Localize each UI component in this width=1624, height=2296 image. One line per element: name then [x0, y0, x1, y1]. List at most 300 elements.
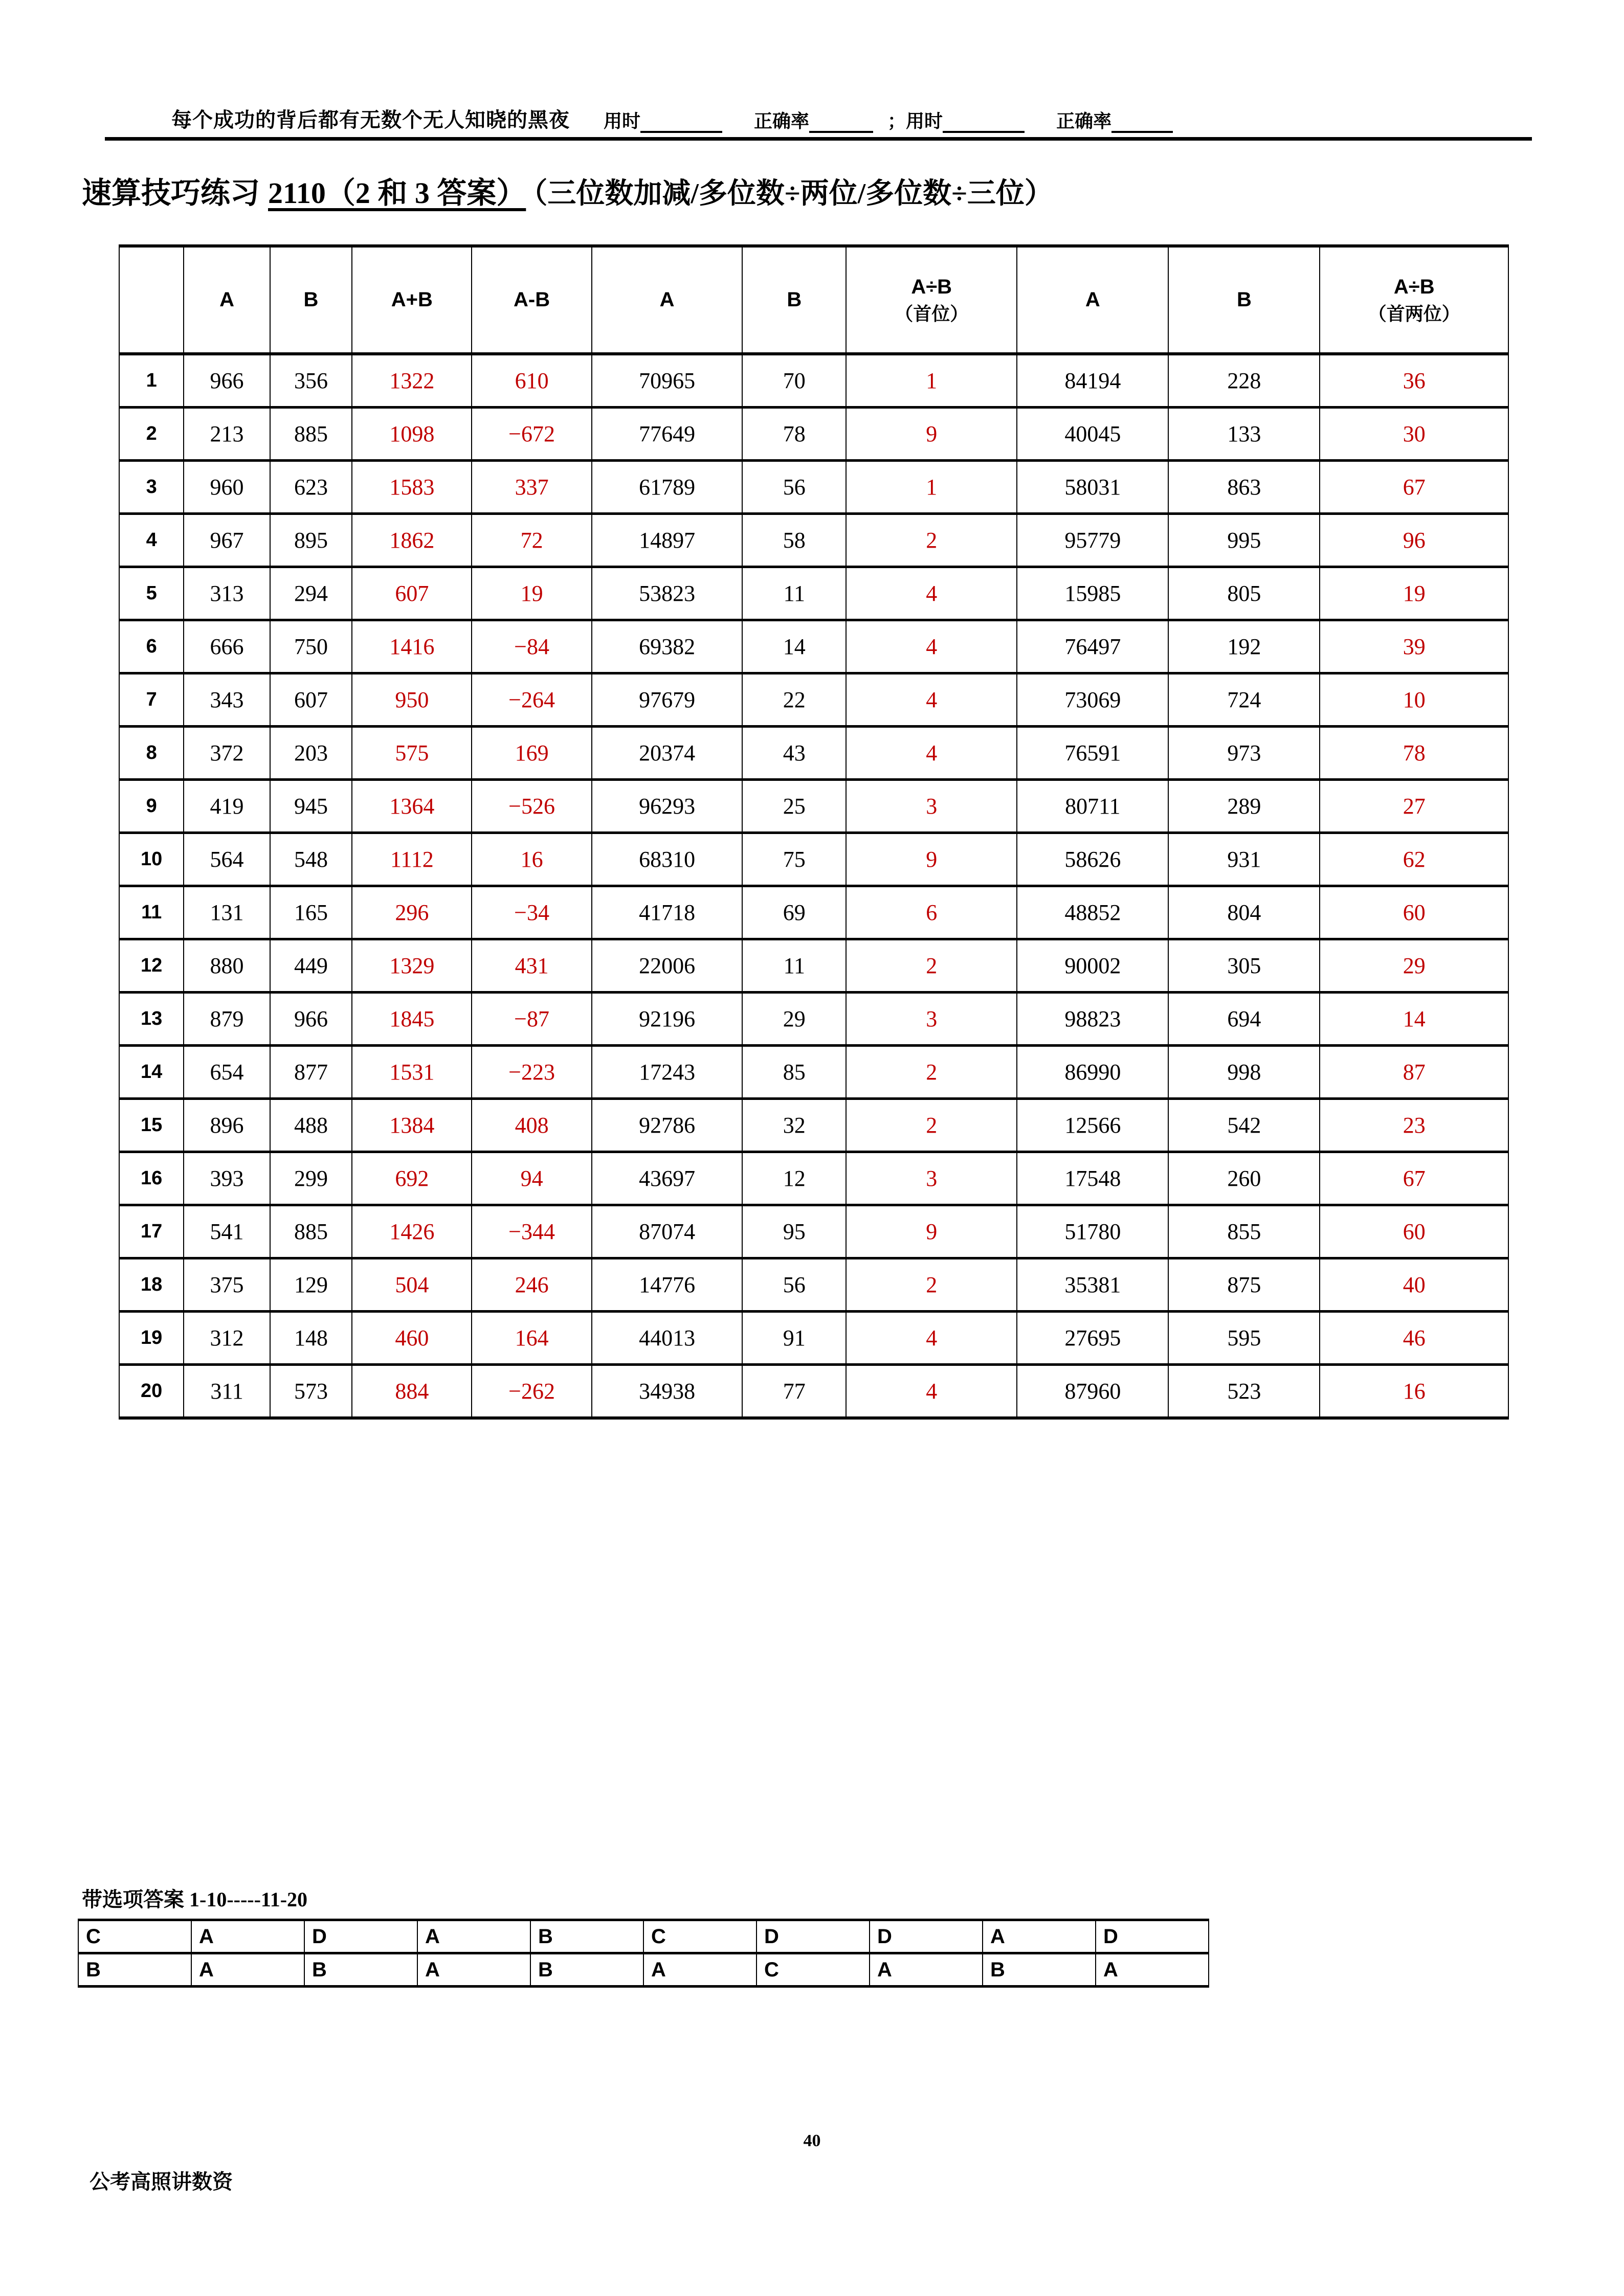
option-answer-cell: A: [1096, 1953, 1209, 1987]
table-row: [119, 1365, 1508, 1419]
cell-add-b: 449: [270, 939, 352, 993]
cell-diff-answer: 337: [472, 461, 591, 514]
header-index: [119, 246, 184, 354]
cell-quotient-first-answer: 4: [846, 673, 1017, 727]
row-index: 20: [119, 1365, 184, 1419]
cell-sum-answer: 1583: [352, 461, 472, 514]
cell-quotient-first-two-answer: 36: [1320, 354, 1508, 408]
cell-div2-a: 43697: [592, 1152, 743, 1205]
option-answer-cell: A: [417, 1920, 530, 1953]
cell-div2-a: 53823: [592, 567, 743, 620]
cell-add-a: 393: [184, 1152, 270, 1205]
cell-div2-a: 14897: [592, 514, 743, 567]
time-label-1: 用时: [604, 111, 641, 131]
cell-div3-a: 76497: [1017, 620, 1168, 673]
cell-quotient-first-two-answer: 27: [1320, 780, 1508, 833]
option-answer-cell: A: [983, 1920, 1096, 1953]
cell-div3-a: 86990: [1017, 1046, 1168, 1099]
cell-sum-answer: 1364: [352, 780, 472, 833]
accuracy-field-2: [1056, 107, 1173, 133]
cell-sum-answer: 1384: [352, 1099, 472, 1152]
table-row: [119, 354, 1508, 408]
cell-div2-b: 58: [742, 514, 846, 567]
cell-quotient-first-answer: 1: [846, 354, 1017, 408]
cell-div3-a: 98823: [1017, 993, 1168, 1046]
table-row: [119, 727, 1508, 780]
practice-table: [119, 244, 1509, 1420]
option-answer-cell: A: [870, 1953, 983, 1987]
cell-div2-b: 56: [742, 461, 846, 514]
cell-quotient-first-answer: 6: [846, 886, 1017, 939]
cell-quotient-first-answer: 4: [846, 1365, 1017, 1419]
cell-div2-b: 78: [742, 408, 846, 461]
cell-add-b: 945: [270, 780, 352, 833]
cell-diff-answer: 169: [472, 727, 591, 780]
cell-sum-answer: 1322: [352, 354, 472, 408]
header-diff: [472, 246, 591, 354]
cell-add-b: 488: [270, 1099, 352, 1152]
cell-diff-answer: 164: [472, 1312, 591, 1365]
cell-quotient-first-two-answer: 23: [1320, 1099, 1508, 1152]
motto-text: 每个成功的背后都有无数个无人知晓的黑夜: [171, 108, 570, 131]
header-div3-b-label: B: [1236, 288, 1252, 311]
practice-table-body: [119, 354, 1508, 1418]
row-index: 19: [119, 1312, 184, 1365]
cell-div3-b: 694: [1168, 993, 1320, 1046]
table-row: [119, 1312, 1508, 1365]
cell-sum-answer: 1531: [352, 1046, 472, 1099]
cell-div3-a: 84194: [1017, 354, 1168, 408]
time-blank-2: [943, 116, 1025, 133]
cell-div2-b: 32: [742, 1099, 846, 1152]
cell-add-a: 880: [184, 939, 270, 993]
cell-div3-a: 58626: [1017, 833, 1168, 886]
cell-div3-b: 133: [1168, 408, 1320, 461]
cell-div2-b: 25: [742, 780, 846, 833]
accuracy-field-1: [754, 107, 873, 133]
option-answer-cell: C: [643, 1920, 757, 1953]
cell-quotient-first-answer: 4: [846, 620, 1017, 673]
cell-add-a: 666: [184, 620, 270, 673]
cell-div2-a: 96293: [592, 780, 743, 833]
cell-quotient-first-answer: 2: [846, 1099, 1017, 1152]
cell-div2-a: 87074: [592, 1205, 743, 1258]
cell-div3-b: 289: [1168, 780, 1320, 833]
header-quotient-first-two-label: A÷B: [1393, 276, 1435, 299]
cell-div2-a: 44013: [592, 1312, 743, 1365]
cell-add-b: 129: [270, 1258, 352, 1312]
time-label-2: 用时: [906, 111, 943, 131]
option-answer-cell: D: [1096, 1920, 1209, 1953]
cell-quotient-first-two-answer: 60: [1320, 1205, 1508, 1258]
table-row: [119, 993, 1508, 1046]
cell-diff-answer: −344: [472, 1205, 591, 1258]
cell-add-a: 896: [184, 1099, 270, 1152]
cell-div2-a: 92196: [592, 993, 743, 1046]
header-div2-b: [742, 246, 846, 354]
table-row: [119, 1099, 1508, 1152]
header-div3-a-label: A: [1085, 288, 1100, 311]
cell-quotient-first-answer: 3: [846, 1152, 1017, 1205]
header-add-b-label: B: [303, 288, 319, 311]
cell-div2-b: 29: [742, 993, 846, 1046]
cell-quotient-first-two-answer: 60: [1320, 886, 1508, 939]
cell-div3-a: 17548: [1017, 1152, 1168, 1205]
cell-div3-b: 875: [1168, 1258, 1320, 1312]
cell-add-b: 877: [270, 1046, 352, 1099]
cell-div2-b: 69: [742, 886, 846, 939]
cell-add-a: 564: [184, 833, 270, 886]
header-quotient-first-sub: （首位）: [895, 303, 969, 324]
cell-quotient-first-two-answer: 62: [1320, 833, 1508, 886]
header-separator: ；: [887, 111, 906, 131]
cell-add-a: 967: [184, 514, 270, 567]
cell-div2-a: 97679: [592, 673, 743, 727]
table-row: [119, 567, 1508, 620]
cell-quotient-first-two-answer: 87: [1320, 1046, 1508, 1099]
cell-sum-answer: 504: [352, 1258, 472, 1312]
cell-sum-answer: 1098: [352, 408, 472, 461]
page-number: 40: [803, 2131, 821, 2150]
cell-add-b: 203: [270, 727, 352, 780]
row-index: 15: [119, 1099, 184, 1152]
table-row: [119, 1205, 1508, 1258]
table-row: [119, 461, 1508, 514]
row-index: 17: [119, 1205, 184, 1258]
cell-div3-a: 12566: [1017, 1099, 1168, 1152]
cell-quotient-first-answer: 9: [846, 1205, 1017, 1258]
option-answer-cell: B: [983, 1953, 1096, 1987]
cell-add-b: 885: [270, 1205, 352, 1258]
cell-div3-b: 998: [1168, 1046, 1320, 1099]
header-rule: [105, 137, 1532, 141]
cell-div2-b: 11: [742, 567, 846, 620]
row-index: 4: [119, 514, 184, 567]
cell-quotient-first-answer: 2: [846, 1046, 1017, 1099]
cell-sum-answer: 950: [352, 673, 472, 727]
cell-div3-a: 48852: [1017, 886, 1168, 939]
cell-div3-b: 724: [1168, 673, 1320, 727]
cell-div3-b: 805: [1168, 567, 1320, 620]
cell-diff-answer: 431: [472, 939, 591, 993]
option-answers-label: 带选项答案 1-10-----11-20: [82, 1888, 308, 1911]
option-answer-cell: B: [78, 1953, 191, 1987]
option-answer-cell: B: [304, 1953, 417, 1987]
cell-quotient-first-two-answer: 39: [1320, 620, 1508, 673]
header-quotient-first-two-sub: （首两位）: [1368, 303, 1460, 324]
cell-quotient-first-two-answer: 40: [1320, 1258, 1508, 1312]
cell-quotient-first-two-answer: 30: [1320, 408, 1508, 461]
cell-add-b: 966: [270, 993, 352, 1046]
cell-diff-answer: −262: [472, 1365, 591, 1419]
title-subtitle: （三位数加减/多位数÷两位/多位数÷三位）: [533, 178, 1053, 210]
header-sum-label: A+B: [391, 288, 433, 311]
header-div3-b: [1168, 246, 1320, 354]
cell-div2-b: 95: [742, 1205, 846, 1258]
cell-quotient-first-answer: 4: [846, 567, 1017, 620]
cell-diff-answer: −87: [472, 993, 591, 1046]
cell-add-b: 750: [270, 620, 352, 673]
cell-add-a: 213: [184, 408, 270, 461]
cell-div3-b: 542: [1168, 1099, 1320, 1152]
cell-div3-b: 931: [1168, 833, 1320, 886]
option-answer-cell: A: [643, 1953, 757, 1987]
cell-div2-b: 11: [742, 939, 846, 993]
table-row: [119, 620, 1508, 673]
cell-div3-b: 804: [1168, 886, 1320, 939]
cell-diff-answer: −223: [472, 1046, 591, 1099]
cell-div3-a: 15985: [1017, 567, 1168, 620]
cell-div2-a: 77649: [592, 408, 743, 461]
row-index: 6: [119, 620, 184, 673]
row-index: 3: [119, 461, 184, 514]
cell-div2-b: 91: [742, 1312, 846, 1365]
cell-div3-b: 523: [1168, 1365, 1320, 1419]
cell-diff-answer: 408: [472, 1099, 591, 1152]
option-answer-cell: C: [757, 1953, 870, 1987]
cell-quotient-first-answer: 2: [846, 1258, 1017, 1312]
option-answer-cell: A: [191, 1953, 304, 1987]
cell-sum-answer: 884: [352, 1365, 472, 1419]
cell-add-b: 573: [270, 1365, 352, 1419]
option-answer-cell: B: [530, 1953, 643, 1987]
cell-div2-a: 20374: [592, 727, 743, 780]
cell-div3-a: 87960: [1017, 1365, 1168, 1419]
cell-add-a: 654: [184, 1046, 270, 1099]
table-row: [119, 514, 1508, 567]
cell-div2-b: 12: [742, 1152, 846, 1205]
cell-add-b: 548: [270, 833, 352, 886]
cell-quotient-first-answer: 4: [846, 1312, 1017, 1365]
cell-quotient-first-two-answer: 29: [1320, 939, 1508, 993]
cell-add-a: 313: [184, 567, 270, 620]
footer-brand: 公考高照讲数资: [90, 2170, 233, 2193]
option-answer-cell: D: [757, 1920, 870, 1953]
cell-quotient-first-two-answer: 96: [1320, 514, 1508, 567]
cell-add-a: 541: [184, 1205, 270, 1258]
row-index: 18: [119, 1258, 184, 1312]
row-index: 11: [119, 886, 184, 939]
cell-quotient-first-two-answer: 19: [1320, 567, 1508, 620]
cell-add-a: 131: [184, 886, 270, 939]
cell-add-b: 623: [270, 461, 352, 514]
cell-quotient-first-answer: 3: [846, 993, 1017, 1046]
table-row: [119, 780, 1508, 833]
cell-div2-a: 70965: [592, 354, 743, 408]
cell-div2-b: 43: [742, 727, 846, 780]
header-div2-a: [592, 246, 743, 354]
cell-div3-a: 58031: [1017, 461, 1168, 514]
cell-div3-b: 192: [1168, 620, 1320, 673]
cell-add-a: 960: [184, 461, 270, 514]
cell-quotient-first-two-answer: 16: [1320, 1365, 1508, 1419]
title-code: 2110（2 和 3 答案）: [268, 176, 526, 210]
cell-sum-answer: 1112: [352, 833, 472, 886]
option-answers-body: [78, 1920, 1209, 1987]
cell-div3-a: 76591: [1017, 727, 1168, 780]
cell-div3-a: 95779: [1017, 514, 1168, 567]
option-answer-cell: D: [870, 1920, 983, 1953]
cell-sum-answer: 607: [352, 567, 472, 620]
cell-sum-answer: 296: [352, 886, 472, 939]
cell-div2-b: 77: [742, 1365, 846, 1419]
cell-diff-answer: −34: [472, 886, 591, 939]
cell-add-b: 165: [270, 886, 352, 939]
option-answer-row: [78, 1953, 1209, 1987]
cell-quotient-first-answer: 2: [846, 514, 1017, 567]
cell-div3-b: 305: [1168, 939, 1320, 993]
cell-sum-answer: 1845: [352, 993, 472, 1046]
cell-diff-answer: 246: [472, 1258, 591, 1312]
cell-diff-answer: −264: [472, 673, 591, 727]
cell-div2-b: 85: [742, 1046, 846, 1099]
row-index: 1: [119, 354, 184, 408]
cell-quotient-first-answer: 3: [846, 780, 1017, 833]
cell-add-b: 299: [270, 1152, 352, 1205]
cell-div3-a: 73069: [1017, 673, 1168, 727]
cell-div2-b: 70: [742, 354, 846, 408]
page-title: [82, 169, 1591, 212]
row-index: 7: [119, 673, 184, 727]
option-answer-cell: D: [304, 1920, 417, 1953]
header-quotient-first-two: [1320, 246, 1508, 354]
running-header: [105, 101, 1534, 133]
cell-diff-answer: 72: [472, 514, 591, 567]
row-index: 9: [119, 780, 184, 833]
cell-diff-answer: −526: [472, 780, 591, 833]
option-answer-row: [78, 1920, 1209, 1953]
accuracy-label-1: 正确率: [754, 111, 810, 131]
time-field-1: [604, 107, 722, 133]
header-add-a-label: A: [219, 288, 234, 311]
header-quotient-first-label: A÷B: [911, 276, 952, 299]
header-div2-b-label: B: [787, 288, 802, 311]
title-main: 速算技巧练习: [82, 176, 260, 210]
header-div3-a: [1017, 246, 1168, 354]
cell-add-a: 879: [184, 993, 270, 1046]
accuracy-label-2: 正确率: [1056, 111, 1112, 131]
cell-div2-b: 56: [742, 1258, 846, 1312]
row-index: 16: [119, 1152, 184, 1205]
row-index: 8: [119, 727, 184, 780]
cell-quotient-first-answer: 2: [846, 939, 1017, 993]
cell-quotient-first-two-answer: 14: [1320, 993, 1508, 1046]
cell-diff-answer: 16: [472, 833, 591, 886]
cell-quotient-first-two-answer: 10: [1320, 673, 1508, 727]
table-row: [119, 1258, 1508, 1312]
table-row: [119, 939, 1508, 993]
cell-div3-b: 228: [1168, 354, 1320, 408]
cell-diff-answer: 19: [472, 567, 591, 620]
table-row: [119, 1152, 1508, 1205]
cell-div3-a: 80711: [1017, 780, 1168, 833]
accuracy-blank-2: [1111, 116, 1173, 133]
option-answer-cell: B: [530, 1920, 643, 1953]
cell-add-b: 607: [270, 673, 352, 727]
cell-quotient-first-two-answer: 78: [1320, 727, 1508, 780]
table-row: [119, 833, 1508, 886]
cell-div2-a: 34938: [592, 1365, 743, 1419]
cell-add-a: 966: [184, 354, 270, 408]
cell-add-a: 311: [184, 1365, 270, 1419]
table-row: [119, 1046, 1508, 1099]
cell-quotient-first-two-answer: 46: [1320, 1312, 1508, 1365]
cell-add-b: 294: [270, 567, 352, 620]
cell-sum-answer: 1862: [352, 514, 472, 567]
option-answers-table: [78, 1919, 1209, 1988]
header-sum: [352, 246, 472, 354]
header-add-a: [184, 246, 270, 354]
cell-add-a: 312: [184, 1312, 270, 1365]
cell-sum-answer: 692: [352, 1152, 472, 1205]
cell-quotient-first-two-answer: 67: [1320, 461, 1508, 514]
cell-div2-a: 22006: [592, 939, 743, 993]
cell-div3-b: 260: [1168, 1152, 1320, 1205]
cell-quotient-first-answer: 1: [846, 461, 1017, 514]
cell-add-b: 895: [270, 514, 352, 567]
cell-sum-answer: 1426: [352, 1205, 472, 1258]
cell-div3-b: 855: [1168, 1205, 1320, 1258]
table-row: [119, 886, 1508, 939]
cell-div2-b: 75: [742, 833, 846, 886]
cell-quotient-first-answer: 9: [846, 833, 1017, 886]
cell-sum-answer: 1329: [352, 939, 472, 993]
row-index: 13: [119, 993, 184, 1046]
row-index: 5: [119, 567, 184, 620]
cell-div2-a: 14776: [592, 1258, 743, 1312]
row-index: 10: [119, 833, 184, 886]
option-answer-cell: A: [417, 1953, 530, 1987]
cell-diff-answer: −672: [472, 408, 591, 461]
cell-quotient-first-answer: 4: [846, 727, 1017, 780]
cell-add-a: 372: [184, 727, 270, 780]
cell-div3-a: 90002: [1017, 939, 1168, 993]
header-add-b: [270, 246, 352, 354]
table-row: [119, 408, 1508, 461]
cell-div2-a: 61789: [592, 461, 743, 514]
cell-sum-answer: 1416: [352, 620, 472, 673]
cell-div3-a: 35381: [1017, 1258, 1168, 1312]
cell-div3-a: 40045: [1017, 408, 1168, 461]
cell-add-a: 419: [184, 780, 270, 833]
option-answer-cell: A: [191, 1920, 304, 1953]
cell-add-b: 885: [270, 408, 352, 461]
cell-div2-b: 14: [742, 620, 846, 673]
cell-div2-a: 69382: [592, 620, 743, 673]
cell-add-b: 356: [270, 354, 352, 408]
cell-div3-b: 973: [1168, 727, 1320, 780]
cell-sum-answer: 460: [352, 1312, 472, 1365]
cell-div3-b: 863: [1168, 461, 1320, 514]
cell-div2-b: 22: [742, 673, 846, 727]
header-diff-label: A-B: [514, 288, 550, 311]
header-div2-a-label: A: [659, 288, 675, 311]
cell-div2-a: 68310: [592, 833, 743, 886]
cell-add-a: 375: [184, 1258, 270, 1312]
cell-div3-a: 51780: [1017, 1205, 1168, 1258]
option-answer-cell: C: [78, 1920, 191, 1953]
row-index: 14: [119, 1046, 184, 1099]
cell-div3-b: 595: [1168, 1312, 1320, 1365]
cell-div2-a: 92786: [592, 1099, 743, 1152]
row-index: 2: [119, 408, 184, 461]
header-quotient-first: [846, 246, 1017, 354]
cell-add-b: 148: [270, 1312, 352, 1365]
cell-div3-a: 27695: [1017, 1312, 1168, 1365]
cell-diff-answer: 94: [472, 1152, 591, 1205]
time-blank-1: [640, 116, 722, 133]
cell-diff-answer: 610: [472, 354, 591, 408]
